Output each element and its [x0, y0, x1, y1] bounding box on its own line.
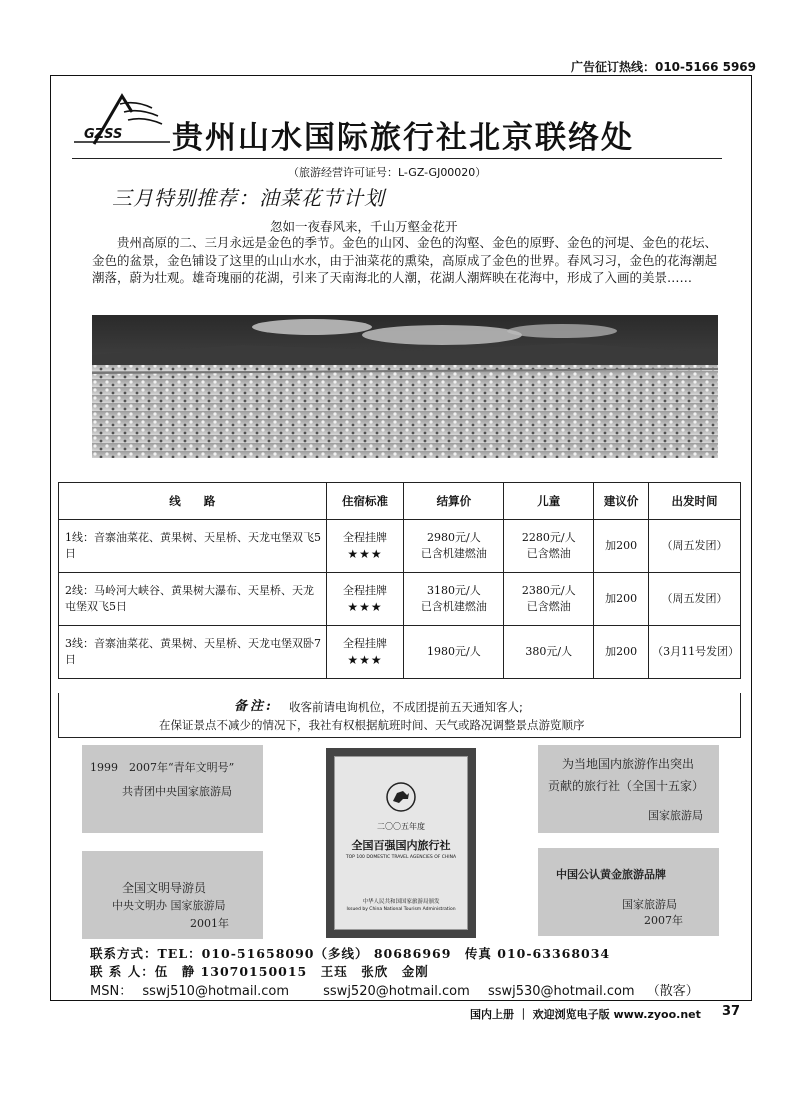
price-cell — [404, 520, 504, 573]
award-issuer: 中央文明办 国家旅游局 — [112, 899, 226, 912]
notes-line-1: 收客前请电询机位，不成团提前五天通知客人; — [289, 700, 523, 714]
price-cell — [404, 573, 504, 626]
table-row — [59, 626, 741, 679]
header-price: 结算价 — [404, 483, 504, 520]
award-year: 2007年 — [644, 914, 683, 927]
header-divider — [72, 158, 722, 159]
msn-account-3: sswj530@hotmail.com — [487, 984, 635, 999]
ad-hotline: 广告征订热线：010-5166 5969 — [570, 60, 756, 74]
feature-title: 三月特别推荐：油菜花节计划 — [112, 186, 385, 210]
award-year: 2001年 — [190, 917, 229, 930]
child-price: 2380元/人 — [521, 584, 576, 597]
notes-box — [58, 693, 741, 738]
notes-title: 备注: — [234, 699, 274, 714]
msn-line — [90, 980, 699, 999]
award-issuer: 共青团中央国家旅游局 — [122, 785, 232, 798]
child-cell — [504, 573, 594, 626]
award-text: 中国公认黄金旅游品牌 — [556, 868, 666, 881]
route-cell: 3线：音寨油菜花、黄果树、天星桥、天龙屯堡双卧7日 — [59, 626, 327, 679]
msn-account-1: sswj510@hotmail.com — [142, 984, 289, 999]
award-text: 全国文明导游员 — [122, 881, 207, 895]
price-cell: 1980元/人 — [404, 626, 504, 679]
lodging-text: 全程挂牌 — [342, 531, 387, 544]
license-number: （旅游经营许可证号：L-GZ-GJ00020） — [288, 166, 487, 179]
departure-cell: （周五发团） — [649, 573, 741, 626]
table-row — [59, 520, 741, 573]
header-departure: 出发时间 — [649, 483, 741, 520]
price-note: 已含机建燃油 — [420, 600, 487, 613]
child-note: 已含燃油 — [526, 547, 571, 560]
header-route: 线 路 — [59, 483, 327, 520]
route-cell: 2线：马岭河大峡谷、黄果树大瀑布、天星桥、天龙屯堡双飞5日 — [59, 573, 327, 626]
child-cell: 380元/人 — [504, 626, 594, 679]
award-issuer: 国家旅游局 — [648, 809, 703, 822]
table-row — [59, 573, 741, 626]
certificate-issuer-en: Issued by China National Tourism Administration — [346, 907, 456, 912]
lodging-cell — [326, 626, 404, 679]
award-gold-brand — [538, 848, 719, 936]
award-civilized-guide — [82, 851, 263, 939]
lodging-text: 全程挂牌 — [342, 584, 387, 597]
star-rating: ★★★ — [347, 653, 383, 667]
lodging-cell — [326, 573, 404, 626]
price-value: 3180元/人 — [427, 584, 481, 597]
suggested-cell: 加200 — [594, 520, 649, 573]
agency-title: 贵州山水国际旅行社北京联络处 — [172, 120, 634, 156]
feature-poem: 忽如一夜春风来，千山万壑金花开 — [270, 219, 458, 234]
header-child: 儿童 — [504, 483, 594, 520]
certificate-title-en: TOP 100 DOMESTIC TRAVEL AGENCIES OF CHINA — [345, 855, 457, 860]
mountain-logo-icon — [72, 90, 172, 150]
contact-phone-line: 联系方式：TEL：010-51658090（多线） 80686969 传真 010-63368034 — [90, 946, 611, 961]
award-text: 为当地国内旅游作出突出 — [562, 757, 695, 771]
price-note: 已含机建燃油 — [420, 547, 487, 560]
star-rating: ★★★ — [347, 600, 383, 614]
msn-note: （散客） — [646, 984, 699, 999]
certificate-issuer: 中华人民共和国国家旅游局颁发 — [362, 899, 440, 905]
price-value: 2980元/人 — [427, 531, 481, 544]
child-price: 2280元/人 — [521, 531, 576, 544]
company-logo — [72, 90, 172, 150]
feature-intro: 贵州高原的二、三月永远是金色的季节。金色的山冈、金色的沟壑、金色的原野、金色的河堤、金色的花坛、金色的盆景，金色铺设了这里的山山水水，由于油菜花的熏染，高原成了金色的世界。春风习习，金色的花海潮起潮落，蔚为壮观。雄奇瑰丽的花湖，引来了天南海北的人潮，花湖人潮辉映在花海中，形成了入画的美景…… — [92, 235, 718, 285]
certificate-year: 二〇〇五年度 — [377, 822, 425, 831]
certificate-plaque — [334, 756, 468, 930]
msn-label: MSN： — [90, 984, 133, 999]
table-header-row — [59, 483, 741, 520]
departure-cell: （3月11号发团） — [649, 626, 741, 679]
msn-account-2: sswj520@hotmail.com — [323, 984, 470, 999]
star-rating: ★★★ — [347, 547, 383, 561]
header-suggested: 建议价 — [594, 483, 649, 520]
award-text: 1999 2007年“青年文明号” — [90, 761, 235, 774]
award-youth-civilization — [82, 745, 263, 833]
departure-cell: （周五发团） — [649, 520, 741, 573]
award-top-contributor — [538, 745, 719, 833]
route-cell: 1线：音寨油菜花、黄果树、天星桥、天龙屯堡双飞5日 — [59, 520, 327, 573]
logo-text: GZSS — [84, 127, 123, 142]
horse-emblem-icon — [385, 781, 417, 813]
routes-table — [58, 482, 741, 679]
certificate-title: 全国百强国内旅行社 — [351, 839, 451, 852]
notes-line-2: 在保证景点不减少的情况下，我社有权根据航班时间、天气或路况调整景点游览顺序 — [159, 718, 585, 732]
child-note: 已含燃油 — [526, 600, 571, 613]
award-text: 贡献的旅行社（全国十五家） — [548, 779, 705, 793]
suggested-cell: 加200 — [594, 573, 649, 626]
footer-text: 国内上册 ｜ 欢迎浏览电子版 www.zyoo.net — [470, 1008, 701, 1021]
contact-persons-line: 联 系 人：伍 静 13070150015 王珏 张欣 金刚 — [90, 964, 429, 979]
lodging-cell — [326, 520, 404, 573]
child-cell — [504, 520, 594, 573]
rapeseed-field-photo — [92, 315, 718, 458]
top100-certificate — [326, 748, 476, 938]
header-lodging: 住宿标准 — [326, 483, 404, 520]
lodging-text: 全程挂牌 — [342, 637, 387, 650]
page-number: 37 — [722, 1004, 741, 1019]
award-issuer: 国家旅游局 — [622, 898, 677, 911]
suggested-cell: 加200 — [594, 626, 649, 679]
